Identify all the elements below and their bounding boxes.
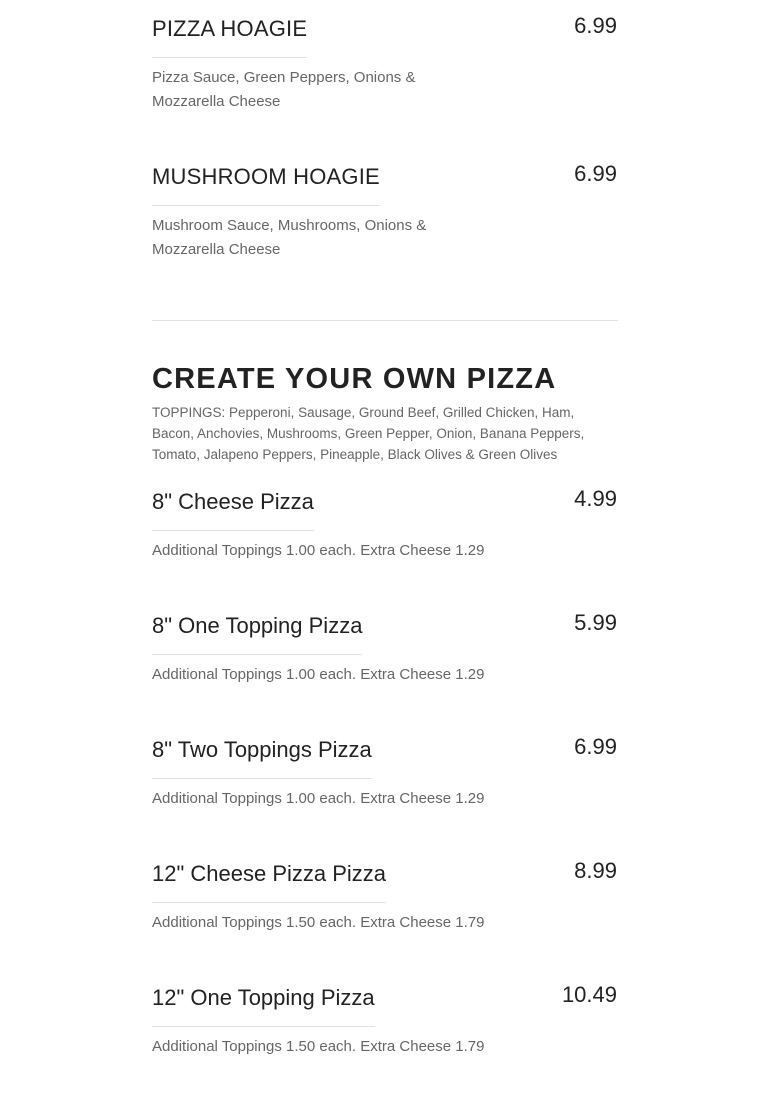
menu-item-description: Mushroom Sauce, Mushrooms, Onions & Mozzarella Cheese [152, 217, 427, 258]
menu-item-description: Additional Toppings 1.00 each. Extra Cheese 1.29 [152, 666, 485, 683]
menu-item-description: Additional Toppings 1.00 each. Extra Cheese 1.29 [152, 542, 485, 559]
menu-item-price: 4.99 [574, 486, 617, 511]
menu-item-price: 6.99 [574, 734, 617, 759]
menu-item-price: 10.49 [561, 982, 617, 1007]
menu-item-8in-two-toppings-pizza [152, 736, 618, 811]
section-description: TOPPINGS: Pepperoni, Sausage, Ground Beef, Grilled Chicken, Ham, Bacon, Anchovies, Mushrooms, Green Pepper, Onion, Banana Peppers, Tomato, Jalapeno Peppers, Pineapple, Black Olives & Green Olives [152, 405, 585, 462]
menu-item-name: 8" Cheese Pizza [152, 488, 314, 531]
menu-item-12in-one-topping-pizza [152, 984, 618, 1059]
menu-item-description: Pizza Sauce, Green Peppers, Onions & Mozzarella Cheese [152, 69, 416, 110]
menu-item-name: 8" Two Toppings Pizza [152, 736, 372, 779]
menu-item-price: 6.99 [574, 13, 617, 38]
menu-item-price: 8.99 [574, 858, 617, 883]
menu-item-name: PIZZA HOAGIE [152, 15, 307, 58]
menu-item-pizza-hoagie [152, 15, 618, 114]
menu-item-8in-one-topping-pizza [152, 612, 618, 687]
menu-item-description: Additional Toppings 1.50 each. Extra Cheese 1.79 [152, 914, 485, 931]
menu-item-price: 6.99 [574, 161, 617, 186]
menu-item-8in-cheese-pizza [152, 488, 618, 563]
menu-item-name: 8" One Topping Pizza [152, 612, 362, 655]
menu-item-mushroom-hoagie [152, 163, 618, 262]
section-title: CREATE YOUR OWN PIZZA [152, 363, 557, 395]
menu-item-name: MUSHROOM HOAGIE [152, 163, 380, 206]
section-divider [152, 320, 618, 321]
menu-item-name: 12" Cheese Pizza Pizza [152, 860, 386, 903]
menu-item-12in-cheese-pizza [152, 860, 618, 935]
menu-item-name: 12" One Topping Pizza [152, 984, 375, 1027]
menu-item-description: Additional Toppings 1.00 each. Extra Cheese 1.29 [152, 790, 485, 807]
menu-item-description: Additional Toppings 1.50 each. Extra Cheese 1.79 [152, 1038, 485, 1055]
menu-item-price: 5.99 [574, 610, 617, 635]
